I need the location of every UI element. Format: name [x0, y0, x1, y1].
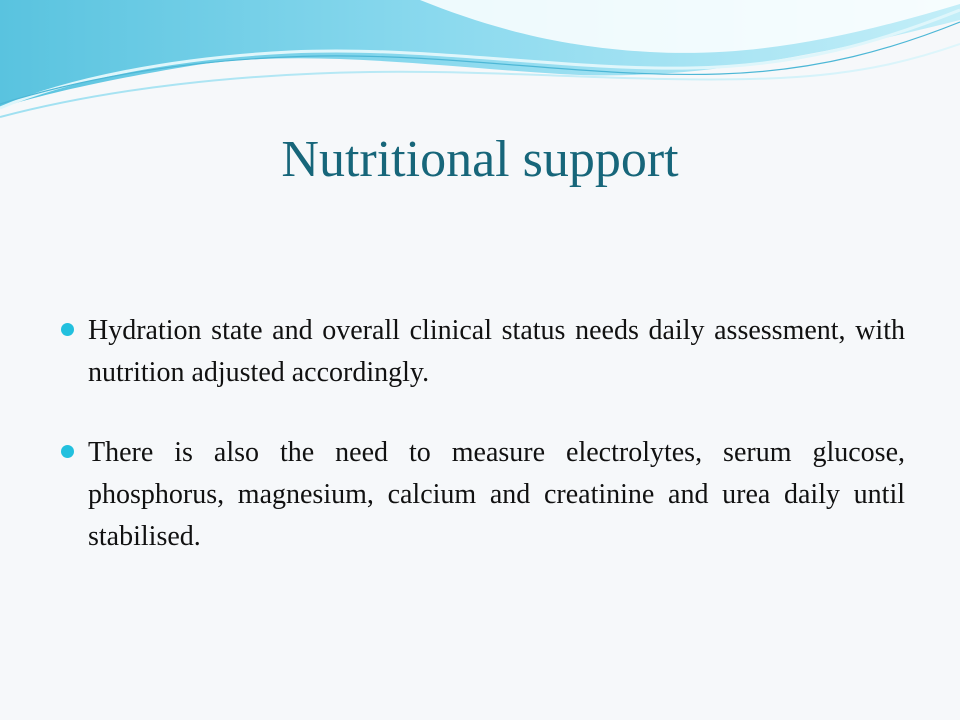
header-wave-decoration — [0, 0, 960, 120]
bullet-text: There is also the need to measure electrolytes, serum glucose, phosphorus, magnesium, calcium and creatinine and urea daily until stabilised. — [88, 437, 905, 552]
bullet-marker-icon — [61, 445, 74, 458]
bullet-item — [60, 310, 905, 394]
slide-title: Nutritional support — [281, 131, 679, 188]
bullet-list — [60, 310, 905, 596]
bullet-text: Hydration state and overall clinical status needs daily assessment, with nutrition adjusted accordingly. — [88, 315, 905, 388]
bullet-item — [60, 432, 905, 558]
bullet-marker-icon — [61, 323, 74, 336]
